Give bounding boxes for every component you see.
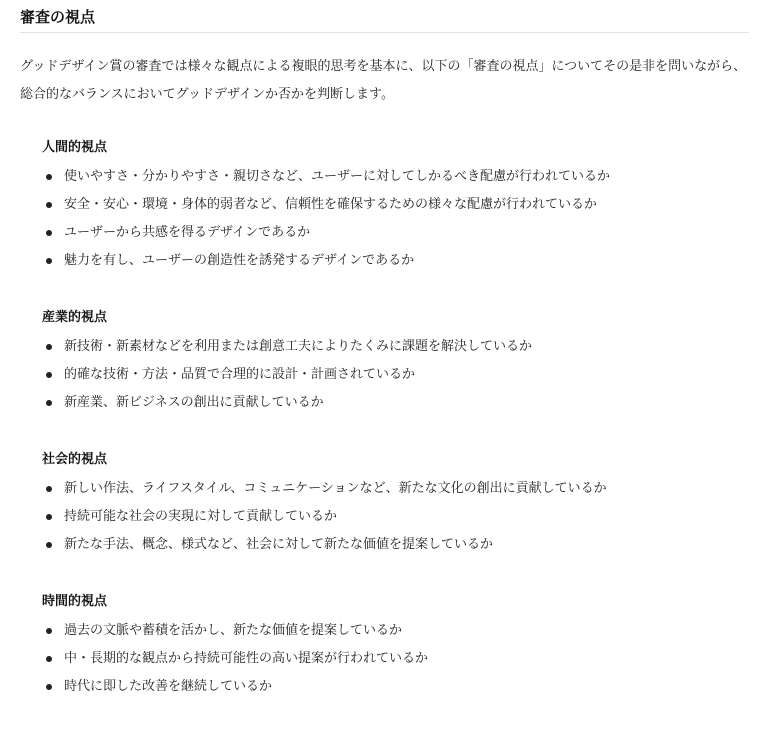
section-heading: 人間的視点 [42,140,108,155]
list-item [42,163,748,191]
list-item [42,219,748,247]
bullet-icon [46,344,52,350]
bullet-icon [46,628,52,634]
criteria-list [42,617,748,701]
section-industrial-perspective [20,307,748,417]
list-item-text: 持続可能な社会の実現に対して貢献しているか [64,509,338,524]
list-item [42,389,748,417]
section-heading: 産業的視点 [42,310,108,325]
list-item-text: 使いやすさ・分かりやすさ・親切さなど、ユーザーに対してしかるべき配慮が行われているか [64,169,611,184]
section-heading: 時間的視点 [42,594,108,609]
bullet-icon [46,486,52,492]
page-title: 審査の視点 [20,8,96,26]
section-social-perspective [20,449,748,559]
list-item-text: 中・長期的な観点から持続可能性の高い提案が行われているか [64,651,429,666]
list-item [42,247,748,275]
list-item-text: ユーザーから共感を得るデザインであるか [64,225,311,240]
bullet-icon [46,202,52,208]
list-item [42,475,748,503]
list-item [42,333,748,361]
list-item [42,673,748,701]
bullet-icon [46,684,52,690]
list-item-text: 新技術・新素材などを利用または創意工夫によりたくみに課題を解決しているか [64,339,533,354]
list-item [42,191,748,219]
list-item-text: 新しい作法、ライフスタイル、コミュニケーションなど、新たな文化の創出に貢献しているか [64,481,607,496]
list-item-text: 魅力を有し、ユーザーの創造性を誘発するデザインであるか [64,253,415,268]
bullet-icon [46,542,52,548]
section-heading: 社会的視点 [42,452,108,467]
bullet-icon [46,514,52,520]
list-item-text: 過去の文脈や蓄積を活かし、新たな価値を提案しているか [64,623,403,638]
title-divider [20,32,749,33]
list-item [42,645,748,673]
criteria-list [42,163,748,275]
criteria-list [42,333,748,417]
list-item [42,503,748,531]
list-item-text: 新たな手法、概念、様式など、社会に対して新たな価値を提案しているか [64,537,494,552]
list-item-text: 安全・安心・環境・身体的弱者など、信頼性を確保するための様々な配慮が行われているか [64,197,598,212]
criteria-list [42,475,748,559]
intro-paragraph: グッドデザイン賞の審査では様々な観点による複眼的思考を基本に、以下の「審査の視点」についてその是非を問いながら、総合的なバランスにおいてグッドデザインか否かを判断します。 [20,59,747,102]
section-temporal-perspective [20,591,748,701]
bullet-icon [46,372,52,378]
bullet-icon [46,400,52,406]
bullet-icon [46,656,52,662]
list-item-text: 的確な技術・方法・品質で合理的に設計・計画されているか [64,367,416,382]
list-item [42,531,748,559]
list-item-text: 新産業、新ビジネスの創出に貢献しているか [64,395,324,410]
bullet-icon [46,174,52,180]
bullet-icon [46,258,52,264]
list-item [42,617,748,645]
section-human-perspective [20,137,748,275]
list-item-text: 時代に即した改善を継続しているか [64,679,273,694]
list-item [42,361,748,389]
bullet-icon [46,230,52,236]
